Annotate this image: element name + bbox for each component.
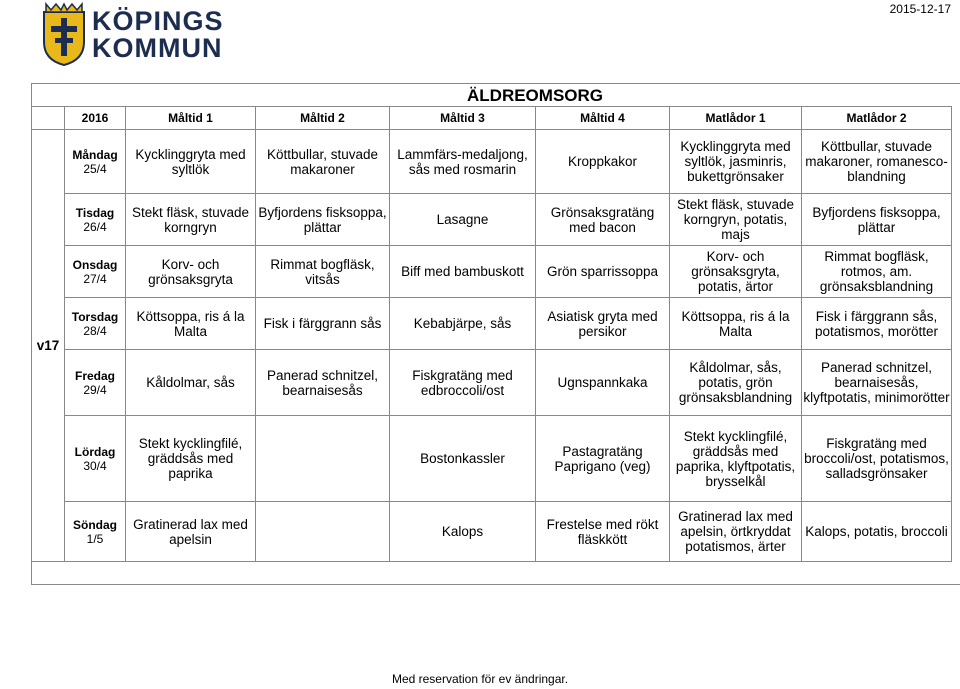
menu-cell: Stekt fläsk, stuvade korngryn, potatis, majs bbox=[670, 194, 802, 246]
table-row bbox=[32, 130, 952, 194]
menu-cell bbox=[256, 416, 390, 502]
day-date: 25/4 bbox=[83, 161, 107, 176]
week-header bbox=[32, 107, 65, 130]
col-header-maltid-4: Måltid 4 bbox=[536, 107, 670, 130]
page-title: ÄLDREOMSORG bbox=[467, 86, 603, 105]
day-date: 30/4 bbox=[83, 458, 107, 473]
menu-cell: Kåldolmar, sås bbox=[126, 350, 256, 416]
menu-cell: Fisk i färggrann sås, potatismos, morötter bbox=[802, 298, 952, 350]
day-cell bbox=[65, 350, 126, 416]
day-cell bbox=[65, 194, 126, 246]
menu-cell: Kycklinggryta med syltlök bbox=[126, 130, 256, 194]
table-row bbox=[32, 416, 952, 502]
menu-cell: Köttsoppa, ris á la Malta bbox=[670, 298, 802, 350]
table-row bbox=[32, 298, 952, 350]
menu-cell: Korv- och grönsaksgryta bbox=[126, 246, 256, 298]
menu-cell: Grön sparrissoppa bbox=[536, 246, 670, 298]
day-name: Onsdag bbox=[72, 257, 118, 272]
year-header: 2016 bbox=[65, 107, 126, 130]
table-row bbox=[32, 246, 952, 298]
menu-cell: Gratinerad lax med apelsin bbox=[126, 502, 256, 562]
menu-cell: Biff med bambuskott bbox=[390, 246, 536, 298]
menu-cell: Kåldolmar, sås, potatis, grön grönsaksblandning bbox=[670, 350, 802, 416]
menu-cell: Köttsoppa, ris á la Malta bbox=[126, 298, 256, 350]
menu-cell: Pastagratäng Paprigano (veg) bbox=[536, 416, 670, 502]
col-header-maltid-1: Måltid 1 bbox=[126, 107, 256, 130]
menu-cell: Korv- och grönsaksgryta, potatis, ärtor bbox=[670, 246, 802, 298]
menu-cell: Lasagne bbox=[390, 194, 536, 246]
menu-cell: Fiskgratäng med edbroccoli/ost bbox=[390, 350, 536, 416]
menu-cell: Köttbullar, stuvade makaroner bbox=[256, 130, 390, 194]
day-date: 28/4 bbox=[83, 323, 107, 338]
day-name: Torsdag bbox=[71, 309, 119, 324]
menu-cell bbox=[256, 502, 390, 562]
day-name: Lördag bbox=[74, 444, 116, 459]
menu-cell: Lammfärs-medaljong, sås med rosmarin bbox=[390, 130, 536, 194]
col-header-maltid-3: Måltid 3 bbox=[390, 107, 536, 130]
menu-cell: Kebabjärpe, sås bbox=[390, 298, 536, 350]
menu-cell: Asiatisk gryta med persikor bbox=[536, 298, 670, 350]
table-row bbox=[32, 350, 952, 416]
menu-cell: Panerad schnitzel, bearnaisesås, klyftpotatis, minimorötter bbox=[802, 350, 952, 416]
menu-cell: Gratinerad lax med apelsin, örtkryddat potatismos, ärter bbox=[670, 502, 802, 562]
menu-cell: Bostonkassler bbox=[390, 416, 536, 502]
menu-cell: Rimmat bogfläsk, vitsås bbox=[256, 246, 390, 298]
menu-cell: Byfjordens fisksoppa, plättar bbox=[802, 194, 952, 246]
day-date: 29/4 bbox=[83, 382, 107, 397]
menu-cell: Ugnspannkaka bbox=[536, 350, 670, 416]
kommun-logo bbox=[42, 2, 242, 68]
menu-cell: Grönsaksgratäng med bacon bbox=[536, 194, 670, 246]
menu-cell: Byfjordens fisksoppa, plättar bbox=[256, 194, 390, 246]
day-date: 26/4 bbox=[83, 219, 107, 234]
day-name: Måndag bbox=[72, 147, 118, 162]
menu-table bbox=[31, 106, 952, 562]
day-cell bbox=[65, 298, 126, 350]
menu-cell: Stekt fläsk, stuvade korngryn bbox=[126, 194, 256, 246]
menu-cell: Kroppkakor bbox=[536, 130, 670, 194]
col-header-maltid-2: Måltid 2 bbox=[256, 107, 390, 130]
week-number: v17 bbox=[32, 130, 65, 562]
day-cell bbox=[65, 416, 126, 502]
menu-cell: Panerad schnitzel, bearnaisesås bbox=[256, 350, 390, 416]
col-header-matlador-1: Matlådor 1 bbox=[670, 107, 802, 130]
day-date: 27/4 bbox=[83, 271, 107, 286]
day-name: Fredag bbox=[74, 368, 115, 383]
col-header-matlador-2: Matlådor 2 bbox=[802, 107, 952, 130]
menu-cell: Kalops bbox=[390, 502, 536, 562]
table-row bbox=[32, 194, 952, 246]
day-cell bbox=[65, 130, 126, 194]
menu-cell: Köttbullar, stuvade makaroner, romanesco-blandning bbox=[802, 130, 952, 194]
menu-cell: Fiskgratäng med broccoli/ost, potatismos, salladsgrönsaker bbox=[802, 416, 952, 502]
day-name: Söndag bbox=[73, 517, 117, 532]
day-cell bbox=[65, 502, 126, 562]
logo-text-line-2: KOMMUN bbox=[92, 33, 223, 63]
document-date: 2015-12-17 bbox=[889, 2, 951, 16]
menu-cell: Frestelse med rökt fläskkött bbox=[536, 502, 670, 562]
day-cell bbox=[65, 246, 126, 298]
menu-cell: Rimmat bogfläsk, rotmos, am. grönsaksblandning bbox=[802, 246, 952, 298]
menu-cell: Fisk i färggrann sås bbox=[256, 298, 390, 350]
menu-cell: Kalops, potatis, broccoli bbox=[802, 502, 952, 562]
table-row bbox=[32, 502, 952, 562]
menu-cell: Stekt kycklingfilé, gräddsås med paprika, klyftpotatis, brysselkål bbox=[670, 416, 802, 502]
coat-of-arms-icon bbox=[42, 2, 86, 66]
day-date: 1/5 bbox=[86, 531, 104, 546]
logo-text-line-1: KÖPINGS bbox=[92, 6, 224, 36]
menu-cell: Stekt kycklingfilé, gräddsås med paprika bbox=[126, 416, 256, 502]
footer-note: Med reservation för ev ändringar. bbox=[391, 672, 569, 686]
menu-cell: Kycklinggryta med syltlök, jasminris, bukettgrönsaker bbox=[670, 130, 802, 194]
header-row bbox=[32, 107, 952, 130]
day-name: Tisdag bbox=[75, 205, 115, 220]
